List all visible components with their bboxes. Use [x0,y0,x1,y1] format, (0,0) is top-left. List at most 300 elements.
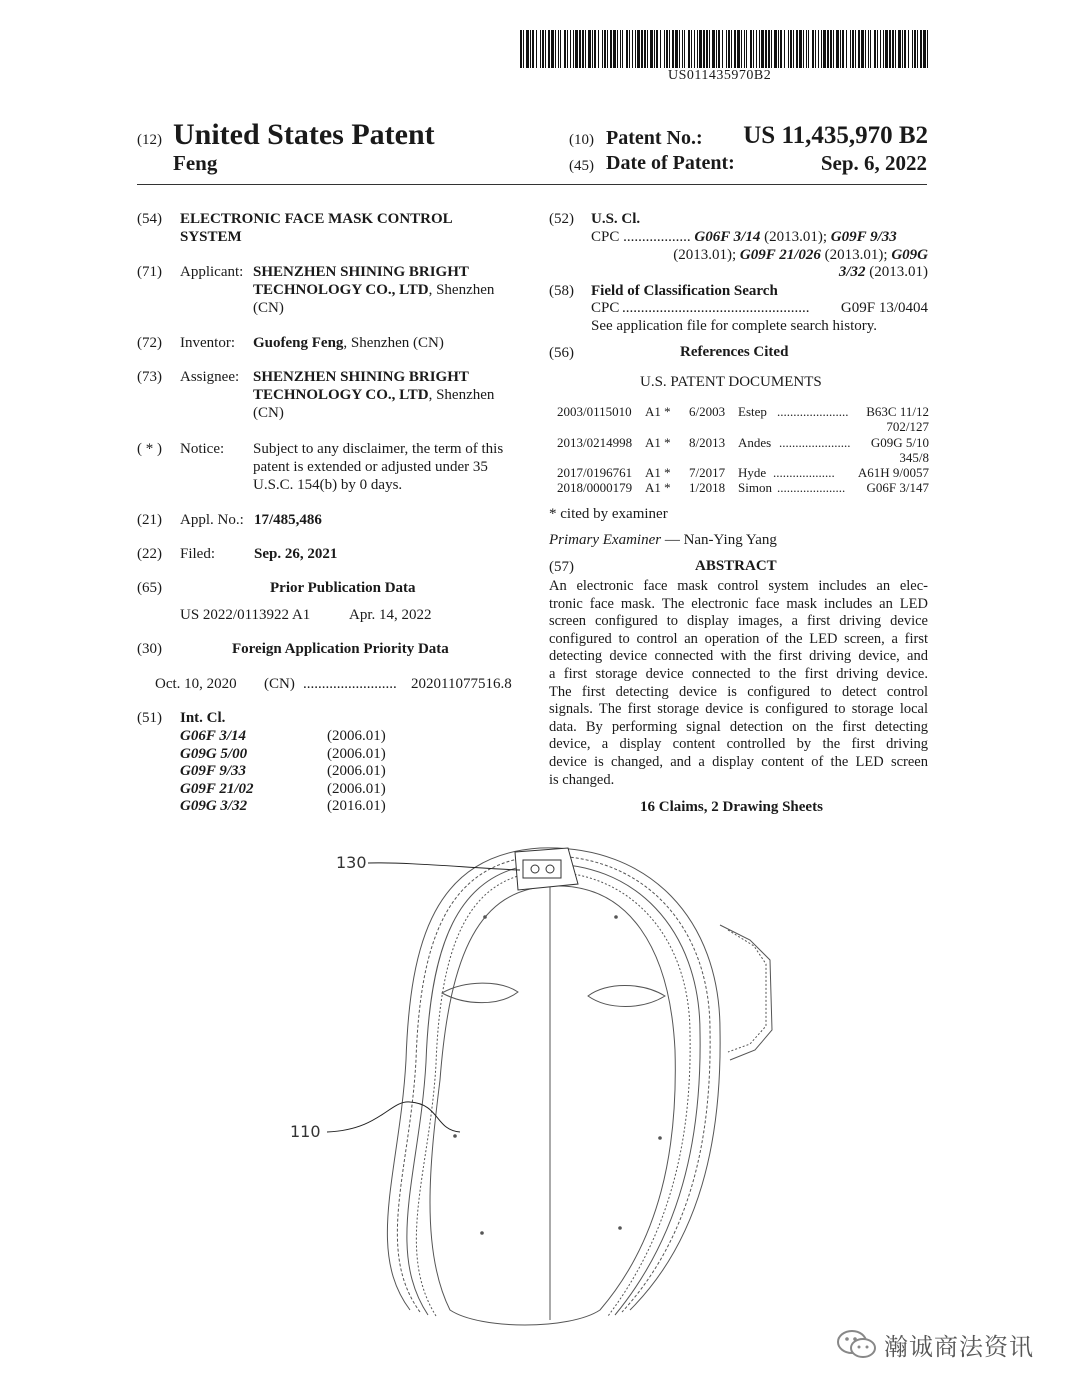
code-65: (65) [137,580,162,596]
ref-name: Hyde [738,465,767,480]
notice-line-1: Subject to any disclaimer, the term of this [253,441,504,457]
barcode-bar [602,30,603,68]
barcode-bar [536,30,537,68]
barcode-bar [688,30,690,68]
barcode-bar [790,30,792,68]
led-dot [480,1231,484,1235]
references-heading: References Cited [680,344,789,360]
barcode-bar [808,30,809,68]
barcode-bar [699,30,702,68]
code-71: (71) [137,264,162,280]
ref-class-2: 345/8 [899,450,929,465]
barcode-bar [585,30,586,68]
barcode-bar [840,30,841,68]
barcode-bar [827,30,829,68]
barcode-bar [626,30,628,68]
int-cl-code: G09G 5/00 [180,746,248,762]
barcode-bar [904,30,906,68]
barcode-bar [607,30,608,68]
barcode-bar [644,30,646,68]
barcode-bar [737,30,740,68]
field-search-cpc: CPC [591,300,620,316]
barcode-bar [588,30,591,68]
barcode-bar [823,30,826,68]
barcode-bar [815,30,816,68]
barcode-bar [579,30,581,68]
barcode-bar [818,30,819,68]
abstract-heading: ABSTRACT [695,558,777,574]
ref-kind: A1 * [645,435,671,450]
abstract-body [549,578,928,789]
ref-name: Andes [738,435,772,450]
barcode-bar [632,30,633,68]
barcode-bar [592,30,593,68]
barcode-bar [842,30,844,68]
barcode-bar [620,30,621,68]
inventor-entry [253,334,444,352]
barcode-bar [855,30,856,68]
ref-date: 6/2003 [689,404,726,419]
watermark [836,1324,1034,1364]
barcode-bar [555,30,556,68]
face-mask-drawing [270,830,790,1330]
assignee-label: Assignee: [180,369,240,385]
barcode-bar [923,30,926,68]
barcode-bar [684,30,685,68]
us-cl-class-3: G09F 21/026 [739,247,821,263]
barcode-bar [641,30,643,68]
watermark-text: 瀚诚商法资讯 [884,1332,1034,1361]
barcode-bar [908,30,909,68]
applicant-label: Applicant: [180,264,244,280]
barcode-bar [610,30,612,68]
barcode-bar [697,30,698,68]
abstract-line: data. By performing signal detection on the first detecting [549,718,928,735]
assignee-company: TECHNOLOGY CO., LTD [253,387,429,403]
code-notice: ( * ) [137,441,162,457]
us-cl-class-2: G09F 9/33 [830,229,897,245]
us-cl-line-2 [673,246,928,264]
barcode-bar [920,30,922,68]
code-21: (21) [137,512,162,528]
barcode-bar [898,30,901,68]
barcode-bar [846,30,847,68]
applicant-line-3: (CN) [253,300,284,316]
patent-number: US 11,435,970 B2 [743,122,928,149]
inventor-label: Inventor: [180,335,235,351]
barcode-bar [756,30,757,68]
barcode-bar [799,30,802,68]
barcode-bar [778,30,779,68]
barcode-bar [774,30,777,68]
int-cl-version: (2006.01) [327,763,386,779]
barcode-bar [542,30,544,68]
applicant-line-1: SHENZHEN SHINING BRIGHT [253,264,469,280]
led-dot [614,915,618,919]
barcode-bar [892,30,894,68]
barcode-bar [914,30,916,68]
int-cl-version: (2006.01) [327,781,386,797]
label-130: 130 [336,853,367,872]
int-cl-code: G06F 3/14 [180,728,246,744]
barcode-bar [637,30,640,68]
foreign-priority-heading: Foreign Application Priority Data [232,641,449,657]
barcode-bar [523,30,524,68]
us-cl-line-3 [839,263,928,281]
barcode-bar [598,30,599,68]
barcode-bar [830,30,832,68]
barcode-bar [784,30,785,68]
inventor-location: , Shenzhen (CN) [343,335,444,351]
ref-date: 1/2018 [689,480,726,495]
field-search-heading: Field of Classification Search [591,283,778,299]
barcode-bar [622,30,623,68]
barcode-bar [647,30,648,68]
ref-doc: 2013/0214998 [557,435,633,450]
foreign-priority-number: 202011077516.8 [411,676,512,692]
barcode-bars [520,30,930,68]
abstract-line: device, a display content controlled by the first driving [549,736,928,753]
applicant-company: TECHNOLOGY CO., LTD [253,282,429,298]
barcode-bar [672,30,674,68]
prior-publication-heading: Prior Publication Data [270,580,416,596]
notice-label: Notice: [180,441,225,457]
barcode-bar [885,30,888,68]
barcode-bar [803,30,804,68]
abstract-line: An electronic face mask control system includes an elec- [549,578,928,594]
barcode-bar [880,30,881,68]
barcode-bar [912,30,913,68]
notice-line-2: patent is extended or adjusted under 35 [253,459,488,475]
ref-class: B63C 11/12 [866,404,929,419]
barcode-bar [564,30,566,68]
claims-summary: 16 Claims, 2 Drawing Sheets [640,799,823,815]
barcode-bar [575,30,578,68]
code-52: (52) [549,211,574,227]
examiner-name: — Nan-Ying Yang [661,532,777,548]
ref-doc: 2003/0115010 [557,404,632,419]
barcode-bar [540,30,541,68]
barcode-bar [870,30,871,68]
ref-name: Estep [738,404,767,419]
code-56: (56) [549,345,574,361]
sensor-window [523,860,561,878]
barcode-bar [722,30,723,68]
code-73: (73) [137,369,162,385]
barcode-bar [560,30,561,68]
barcode-bar [650,30,653,68]
abstract-line: a first storage device connected to the first driving device. [549,665,928,682]
leader-line-110 [327,1102,460,1132]
leader-line-130 [368,863,520,870]
side-module [720,925,772,1060]
title-line-1: ELECTRONIC FACE MASK CONTROL [180,211,453,227]
barcode-bar [852,30,854,68]
foreign-priority-leader: ......................... [303,676,397,692]
header-rule [137,184,927,185]
reference-row [557,404,929,434]
barcode-bar [718,30,720,68]
ref-doc: 2018/0000179 [557,480,633,495]
barcode-bar [750,30,752,68]
cited-by-examiner: * cited by examiner [549,506,668,522]
barcode-bar [654,30,655,68]
us-cl-heading: U.S. Cl. [591,211,641,227]
barcode-bar [759,30,760,68]
header-code-10: (10) [569,132,594,148]
led-dot [453,1134,457,1138]
us-cl-cpc: CPC [591,229,620,245]
us-cl-line-1 [591,228,928,246]
ref-date: 8/2013 [689,435,726,450]
led-dot [618,1226,622,1230]
barcode-bar [728,30,730,68]
ref-leader: ...................... [779,435,851,450]
barcode-bar [669,30,670,68]
left-eye [442,983,518,1003]
foreign-priority-date: Oct. 10, 2020 [155,676,237,692]
barcode-bar [582,30,584,68]
prior-publication-number: US 2022/0113922 A1 [180,607,311,623]
barcode-bar [865,30,866,68]
barcode-bar [868,30,869,68]
barcode-bar [734,30,736,68]
code-54: (54) [137,211,162,227]
barcode-bar [629,30,630,68]
int-cl-code: G09F 21/02 [180,781,254,797]
barcode-bar [771,30,772,68]
barcode-bar [796,30,798,68]
foreign-priority-country: (CN) [264,676,295,692]
barcode-bar [617,30,618,68]
us-cl-class-4a: G09G [891,247,928,263]
barcode-bar [753,30,754,68]
abstract-line: tronic face mask. The electronic face mask includes an LED [549,595,928,612]
primary-examiner [549,531,777,549]
int-cl-code: G09F 9/33 [180,763,246,779]
barcode-bar [526,30,529,68]
examiner-label: Primary Examiner [549,532,662,548]
abstract-line: device is changed, and a display content of the LED screen [549,753,928,770]
barcode-bar [927,30,928,68]
field-search-leader: .................................................. [622,300,810,316]
mask-outline [416,872,690,1316]
ref-doc: 2017/0196761 [557,465,633,480]
ref-kind: A1 * [645,404,671,419]
barcode-bar [545,30,546,68]
abstract-line: is changed. [549,771,615,788]
header-code-45: (45) [569,158,594,174]
appl-no-value: 17/485,486 [254,512,322,528]
barcode-bar [821,30,822,68]
us-patent-docs-heading: U.S. PATENT DOCUMENTS [640,374,822,390]
face-mask-figure [270,830,790,1330]
barcode-bar [532,30,534,68]
barcode-bar [883,30,884,68]
code-51: (51) [137,710,162,726]
us-cl-version-2: (2013.01); [673,247,740,263]
appl-no-label: Appl. No.: [180,512,244,528]
code-22: (22) [137,546,162,562]
assignee-city: , Shenzhen [428,387,495,403]
ref-leader: ..................... [777,480,846,495]
applicant-line-2 [253,281,494,299]
barcode-bar [567,30,568,68]
filed-label: Filed: [180,546,216,562]
barcode-bar [613,30,616,68]
barcode-bar [812,30,814,68]
filed-value: Sep. 26, 2021 [254,546,338,562]
barcode-bar [765,30,767,68]
barcode-bar [833,30,834,68]
inventor-name: Guofeng Feng [253,335,344,351]
us-cl-class-1: G06F 3/14 [694,229,761,245]
barcode-bar [666,30,668,68]
reference-row [557,435,929,465]
barcode [520,30,930,68]
barcode-bar [594,30,596,68]
barcode-bar [874,30,876,68]
barcode-bar [788,30,789,68]
barcode-bar [604,30,606,68]
reference-row [557,465,929,480]
barcode-bar [664,30,665,68]
abstract-line: The first detecting device is configured to detect control [549,683,928,700]
barcode-bar [573,30,574,68]
us-cl-version-3: (2013.01); [820,247,892,263]
ref-name: Simon [738,480,772,495]
barcode-bar [691,30,692,68]
us-cl-leader: .................. [623,229,691,245]
field-search-note: See application file for complete search history. [591,318,878,334]
patent-title: United States Patent [173,118,435,151]
ref-date: 7/2017 [689,465,726,480]
code-57: (57) [549,559,574,575]
sensor-lens-2 [546,865,554,873]
led-dot [483,915,487,919]
notice-line-3: U.S.C. 154(b) by 0 days. [253,477,403,493]
barcode-bar [768,30,770,68]
wechat-icon [836,1328,878,1360]
barcode-bar [861,30,864,68]
barcode-bar [917,30,918,68]
prior-publication-date: Apr. 14, 2022 [349,607,432,623]
barcode-bar [706,30,708,68]
barcode-bar [836,30,839,68]
assignee-line-2 [253,386,494,404]
date-of-patent: Sep. 6, 2022 [820,151,927,175]
ref-class: G09G 5/10 [870,435,929,450]
barcode-bar [744,30,745,68]
face-outline [430,886,675,1325]
label-110: 110 [290,1122,321,1141]
barcode-bar [741,30,742,68]
barcode-bar [558,30,559,68]
barcode-bar [731,30,732,68]
barcode-number: US011435970B2 [668,68,772,83]
assignee-line-1: SHENZHEN SHINING BRIGHT [253,369,469,385]
mask-outline [397,856,710,1312]
barcode-bar [716,30,717,68]
applicant-city: , Shenzhen [428,282,495,298]
barcode-bar [530,30,531,68]
barcode-bar [694,30,695,68]
code-30: (30) [137,641,162,657]
sensor-lens-1 [531,865,539,873]
barcode-bar [703,30,705,68]
code-72: (72) [137,335,162,351]
barcode-bar [850,30,851,68]
date-of-patent-label: Date of Patent: [606,152,735,174]
barcode-bar [761,30,764,68]
us-cl-class-4b: 3/32 [838,264,866,280]
int-cl-heading: Int. Cl. [180,710,226,726]
int-cl-code: G09G 3/32 [180,798,248,814]
ref-kind: A1 * [645,465,671,480]
inventor-surname: Feng [173,151,218,175]
ref-leader: ................... [773,465,835,480]
abstract-line: detecting device connected with the first driving device, and [549,648,928,665]
barcode-bar [858,30,860,68]
int-cl-version: (2006.01) [327,728,386,744]
barcode-bar [709,30,710,68]
ref-kind: A1 * [645,480,671,495]
barcode-bar [726,30,727,68]
us-cl-version-1: (2013.01); [760,229,831,245]
barcode-bar [902,30,903,68]
right-eye [588,986,665,1007]
title-line-2: SYSTEM [180,229,242,245]
barcode-bar [682,30,683,68]
barcode-bar [656,30,658,68]
barcode-bar [895,30,896,68]
barcode-bar [679,30,680,68]
barcode-bar [793,30,794,68]
barcode-bar [635,30,636,68]
ref-leader: ...................... [777,404,849,419]
int-cl-version: (2016.01) [327,798,386,814]
mask-outline [407,864,700,1315]
barcode-bar [551,30,554,68]
ref-class-2: 702/127 [886,419,929,434]
field-search-value: G09F 13/0404 [840,300,928,316]
barcode-bar [675,30,678,68]
abstract-line: screen configured to display images, a first driving device [549,613,928,630]
code-58: (58) [549,283,574,299]
ref-class: A61H 9/0057 [857,465,929,480]
barcode-bar [746,30,747,68]
abstract-line: configured to control an operation of the LED screen, a first [549,630,928,647]
assignee-line-3: (CN) [253,405,284,421]
barcode-bar [780,30,782,68]
barcode-bar [806,30,807,68]
header-code-12: (12) [137,132,162,148]
us-cl-version-4: (2013.01) [865,264,928,280]
reference-row [557,480,929,495]
ref-class: G06F 3/147 [866,480,929,495]
barcode-bar [570,30,571,68]
led-dot [658,1136,662,1140]
barcode-bar [660,30,661,68]
barcode-bar [889,30,891,68]
barcode-bar [520,30,522,68]
int-cl-version: (2006.01) [327,746,386,762]
abstract-line: signals. The first storage device is configured to storage local [549,701,928,718]
patent-no-label: Patent No.: [606,127,703,149]
barcode-bar [712,30,715,68]
barcode-bar [548,30,550,68]
barcode-bar [877,30,878,68]
